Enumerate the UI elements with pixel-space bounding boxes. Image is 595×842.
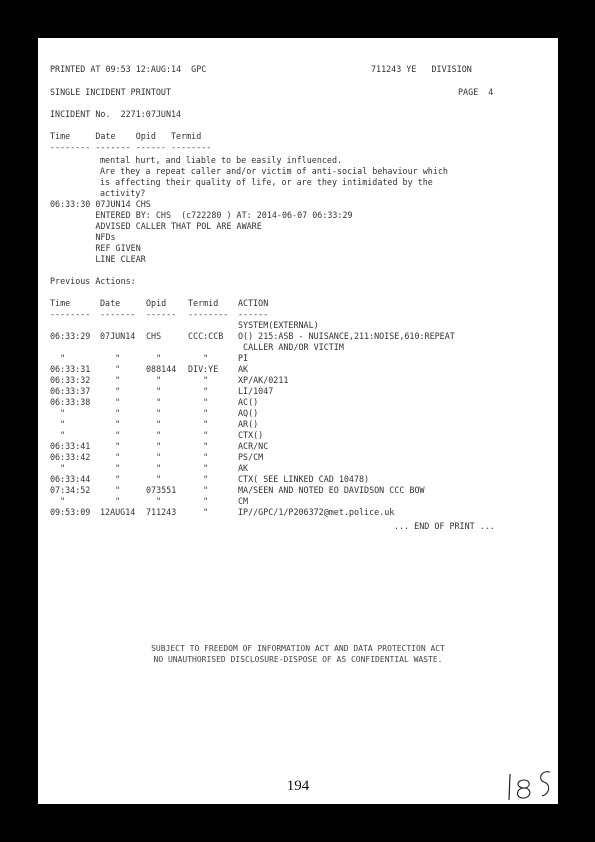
previous-actions-title: Previous Actions: [50, 276, 136, 286]
table-row [50, 485, 455, 496]
cell: " [100, 375, 121, 385]
cell [146, 342, 188, 353]
cell: O() 215:ASB - NUISANCE,211:NOISE,610:REPEAT [238, 331, 455, 341]
table-row [50, 496, 455, 507]
cell [100, 342, 146, 353]
cell: AQ() [238, 408, 259, 418]
cell: " [188, 375, 209, 385]
cell: ACTION [238, 298, 269, 308]
table-row [50, 320, 455, 331]
cell: " [100, 474, 121, 484]
cell: " [188, 353, 209, 363]
cell: -------- [50, 309, 91, 319]
cell: 12AUG14 [100, 507, 136, 517]
table-dash-row [50, 309, 455, 320]
table-row [50, 364, 455, 375]
narrative-text: mental hurt, and liable to be easily influenced. Are they a repeat caller and/or victim of anti-social behaviour which is affecting their quality of life, or are they intimidated by the activity? [100, 155, 448, 198]
cell: " [50, 463, 66, 473]
table-row [50, 397, 455, 408]
cell: Termid [188, 298, 219, 308]
cell: " [146, 474, 162, 484]
cell: SYSTEM(EXTERNAL) [238, 320, 319, 330]
cell: " [146, 419, 162, 429]
cell: " [146, 441, 162, 451]
cell: ------ [238, 309, 269, 319]
table-header-row [50, 298, 455, 309]
cell: ------- [100, 309, 136, 319]
entry-block: 06:33:30 07JUN14 CHS ENTERED BY: CHS (c722280 ) AT: 2014-06-07 06:33:29 ADVISED CALLER THAT POL ARE AWARE NFDs REF GIVEN LINE CLEAR [50, 199, 353, 264]
page-number: 194 [286, 778, 310, 794]
cell: " [188, 485, 209, 495]
cell: " [146, 452, 162, 462]
cell: " [188, 419, 209, 429]
cell: CTX( SEE LINKED CAD 10478) [238, 474, 370, 484]
cell: AK [238, 463, 249, 473]
cell: " [188, 507, 209, 517]
cell: XP/AK/0211 [238, 375, 289, 385]
cell: DIV:YE [188, 364, 219, 374]
cell: ------ [146, 309, 177, 319]
cell: 09:53:09 [50, 507, 91, 517]
cell: 06:33:38 [50, 397, 91, 407]
table-row [50, 463, 455, 474]
table-row [50, 452, 455, 463]
cell: " [100, 397, 121, 407]
table-row [50, 507, 455, 518]
cell: LI/1047 [238, 386, 274, 396]
cell: " [100, 419, 121, 429]
table-row [50, 375, 455, 386]
cell: 073551 [146, 485, 177, 495]
cell: CCC:CCB [188, 331, 224, 341]
cell: Opid [146, 298, 167, 308]
cell: MA/SEEN AND NOTED EO DAVIDSON CCC BOW [238, 485, 425, 495]
cell [188, 342, 238, 353]
cell: PS/CM [238, 452, 264, 462]
cell: " [188, 452, 209, 462]
cell [100, 320, 146, 331]
cell: " [100, 408, 121, 418]
incident-number: INCIDENT No. 2271:07JUN14 [50, 109, 182, 119]
cell: " [146, 408, 162, 418]
cell: " [146, 397, 162, 407]
footer-line-1: SUBJECT TO FREEDOM OF INFORMATION ACT AND DATA PROTECTION ACT [151, 644, 445, 653]
cell: " [100, 485, 121, 495]
table-row [50, 331, 455, 342]
cell: 06:33:44 [50, 474, 91, 484]
cell: 088144 [146, 364, 177, 374]
cell: " [188, 463, 209, 473]
cell: " [146, 496, 162, 506]
cell: Time [50, 298, 71, 308]
cell: " [146, 463, 162, 473]
printed-at: PRINTED AT 09:53 12:AUG:14 GPC [50, 64, 207, 74]
cell: AR() [238, 419, 259, 429]
cell: 06:33:32 [50, 375, 91, 385]
cell [188, 320, 238, 331]
columns-header: Time Date Opid Termid [50, 131, 202, 141]
printout-title: SINGLE INCIDENT PRINTOUT [50, 87, 172, 97]
cell: " [188, 386, 209, 396]
cell: PI [238, 353, 249, 363]
cell: " [100, 430, 121, 440]
columns-dashes: -------- ------- ------ -------- [50, 142, 212, 152]
cell: " [188, 408, 209, 418]
end-of-print: ... END OF PRINT ... [394, 521, 495, 531]
cell: " [100, 452, 121, 462]
table-row [50, 353, 455, 364]
cell: " [100, 386, 121, 396]
cell: 07JUN14 [100, 331, 136, 341]
cell: CTX() [238, 430, 264, 440]
table-row [50, 386, 455, 397]
cell [50, 342, 100, 353]
cell [50, 320, 100, 331]
cell: " [100, 441, 121, 451]
table-row [50, 408, 455, 419]
cell: " [50, 408, 66, 418]
cell: 711243 [146, 507, 177, 517]
cell: " [146, 353, 162, 363]
cell: " [50, 353, 66, 363]
cell: CALLER AND/OR VICTIM [238, 342, 344, 352]
cell: 06:33:37 [50, 386, 91, 396]
table-row [50, 430, 455, 441]
cell: " [100, 463, 121, 473]
cell: " [188, 397, 209, 407]
table-row [50, 474, 455, 485]
division: 711243 YE DIVISION [371, 64, 472, 74]
cell: AK [238, 364, 249, 374]
cell: " [188, 441, 209, 451]
cell: Date [100, 298, 121, 308]
cell: " [50, 496, 66, 506]
cell: 06:33:41 [50, 441, 91, 451]
cell: 06:33:42 [50, 452, 91, 462]
cell: 06:33:31 [50, 364, 91, 374]
cell: " [50, 419, 66, 429]
cell: " [188, 430, 209, 440]
cell: CHS [146, 331, 162, 341]
table-row [50, 441, 455, 452]
cell: 06:33:29 [50, 331, 91, 341]
handwritten-number-signature [504, 766, 556, 802]
cell: 07:34:52 [50, 485, 91, 495]
footer-line-2: NO UNAUTHORISED DISCLOSURE-DISPOSE OF AS CONFIDENTIAL WASTE. [153, 655, 443, 664]
cell: " [100, 496, 121, 506]
previous-actions-table [50, 298, 455, 518]
cell: " [146, 430, 162, 440]
confidentiality-footer [38, 643, 558, 665]
cell: " [146, 386, 162, 396]
cell: " [188, 496, 209, 506]
cell: " [50, 430, 66, 440]
cell: " [100, 364, 121, 374]
document-page [38, 38, 558, 804]
table-row [50, 419, 455, 430]
cell [146, 320, 188, 331]
cell: AC() [238, 397, 259, 407]
table-row [50, 342, 455, 353]
page-label: PAGE 4 [458, 87, 494, 97]
cell: ACR/NC [238, 441, 269, 451]
cell: " [188, 474, 209, 484]
cell: " [100, 353, 121, 363]
cell: CM [238, 496, 249, 506]
cell: " [146, 375, 162, 385]
cell: -------- [188, 309, 229, 319]
cell: IP//GPC/1/P206372@met.police.uk [238, 507, 395, 517]
